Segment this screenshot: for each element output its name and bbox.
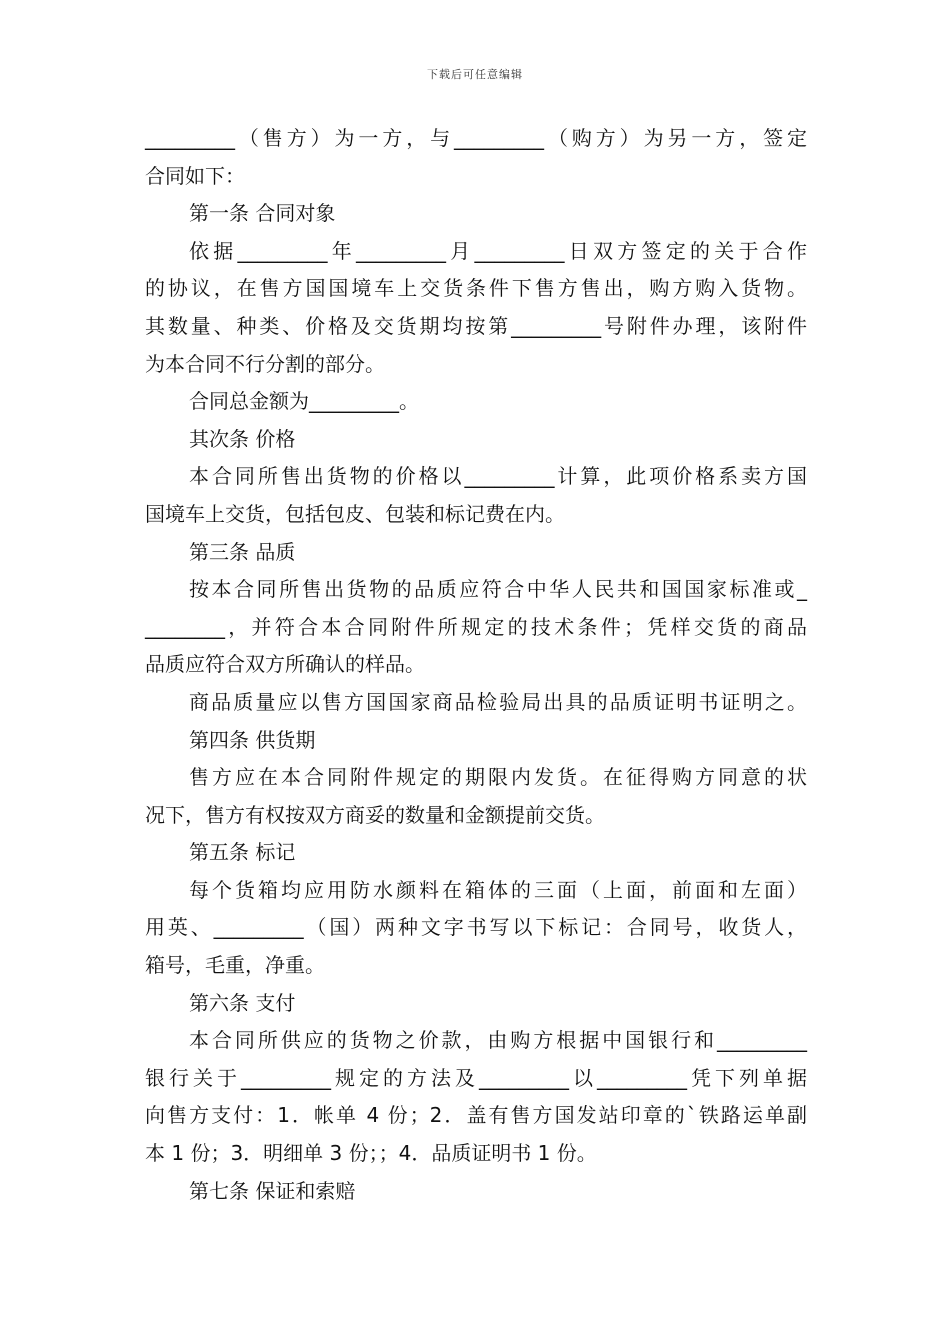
- text-line: 每个货箱均应用防水颜料在箱体的三面（上面，前面和左面）: [189, 877, 807, 902]
- text-line: 为本合同不行分割的部分。: [145, 351, 385, 376]
- text-line: 合同如下：: [145, 163, 245, 188]
- text-line: 第五条 标记: [189, 840, 296, 865]
- text-line: 第七条 保证和索赔: [189, 1178, 356, 1203]
- text-line: 银行关于_________规定的方法及_________以_________凭下列单据: [145, 1065, 807, 1090]
- text-line: _________（售方）为一方，与_________（购方）为另一方，签定: [145, 126, 807, 150]
- text-line: 依据_________年_________月_________日双方签定的关于合作: [189, 238, 807, 263]
- text-line: 本合同所售出货物的价格以_________计算，此项价格系卖方国: [189, 464, 807, 489]
- page-header: 下载后可任意编辑: [427, 68, 523, 81]
- contract-body: [145, 120, 807, 1210]
- text-line: 本 1 份；3．明细单 3 份；；4．品质证明书 1 份。: [145, 1141, 597, 1166]
- text-line: 商品质量应以售方国国家商品检验局出具的品质证明书证明之。: [189, 689, 807, 714]
- text-line: 售方应在本合同附件规定的期限内发货。在征得购方同意的状: [189, 765, 807, 790]
- text-line: 向售方支付：1．帐单 4 份；2．盖有售方国发站印章的`铁路运单副: [145, 1103, 807, 1128]
- text-line: 合同总金额为_________。: [189, 389, 419, 414]
- text-line: 况下，售方有权按双方商妥的数量和金额提前交货。: [145, 802, 605, 827]
- text-line: ________，并符合本合同附件所规定的技术条件；凭样交货的商品: [145, 614, 807, 639]
- text-line: 其次条 价格: [189, 426, 296, 451]
- text-line: 国境车上交货，包括包皮、包装和标记费在内。: [145, 501, 565, 526]
- text-line: 第三条 品质: [189, 539, 296, 564]
- text-line: 箱号，毛重，净重。: [145, 953, 325, 978]
- text-line: 用英、_________（国）两种文字书写以下标记：合同号，收货人，: [145, 915, 807, 940]
- text-line: 其数量、种类、价格及交货期均按第_________号附件办理，该附件: [145, 313, 807, 338]
- text-line: 的协议，在售方国国境车上交货条件下售方售出，购方购入货物。: [145, 276, 807, 301]
- text-line: 第六条 支付: [189, 990, 296, 1015]
- text-line: 品质应符合双方所确认的样品。: [145, 652, 425, 677]
- text-line: 本合同所供应的货物之价款，由购方根据中国银行和_________: [189, 1028, 807, 1053]
- text-line: 第四条 供货期: [189, 727, 316, 752]
- text-line: 第一条 合同对象: [189, 201, 336, 226]
- text-line: 按本合同所售出货物的品质应符合中华人民共和国国家标准或_: [189, 577, 807, 602]
